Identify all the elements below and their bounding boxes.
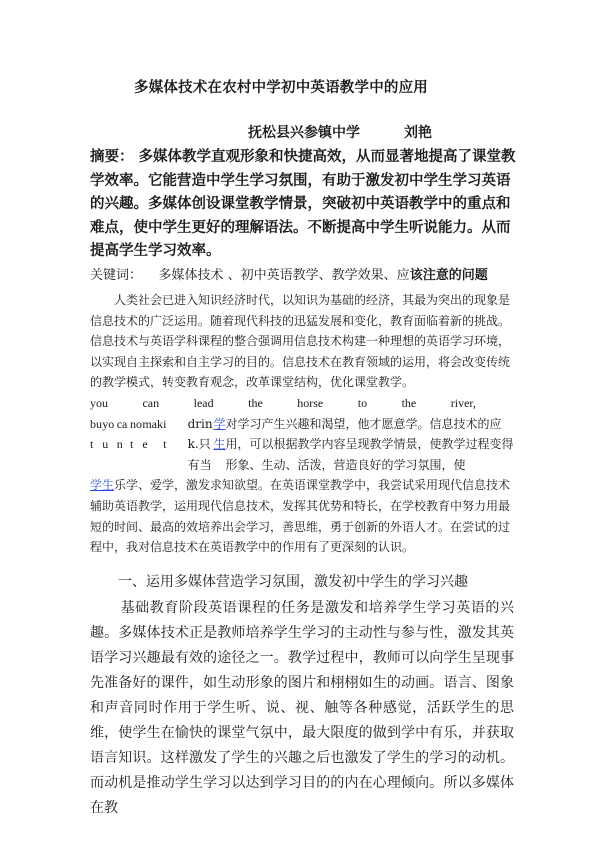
en-word: can [142,395,160,410]
en-word: lead [193,395,214,410]
keywords-line [90,266,530,286]
author-school: 抚松县兴参镇中学 [248,125,360,141]
en-word: horse [297,395,324,410]
section-1-heading: 一、运用多媒体营造学习氛围，激发初中学生的学习兴趣 [118,574,468,590]
en-word: to [357,395,368,410]
en-word: river, [450,395,476,410]
en-word: the [248,395,263,410]
section-1-body [90,596,514,821]
en-word: it [163,416,167,452]
keywords-items: 多媒体技术 、初中英语教学、教学效果、应 [158,268,410,283]
keywords-emphasis: 该注意的问题 [409,268,488,283]
en-word: but [90,416,102,452]
en-word: not [130,416,143,452]
intro-text-1: 人类社会已进入知识经济时代，以知识为基础的经济，其最为突出的现象是信息技术的广泛运用。随着现代科技的迅猛发展和变化，教育面临着新的挑战。信息技术与英语学科课程的整合强调用信息技术构建一种理想的英语学习环境，以实现自主探索和自主学习的目的。信息技术在教育领域的运用，将会改变传统的教学模式，转变教育观念，改革课堂结构，优化课堂教学。 [90,293,511,390]
abstract-paragraph: 摘要： 多媒体教学直观形象和快捷高效，从而显著地提高了课堂教学效率。它能营造中学生学习氛围，有助于激发初中学生学习英语的兴趣。多媒体创设课堂教学情景，突破初中英语教学中的重点和难点，使中学生更好的理解语法。不断提高中学生听说能力。从而提高学生学习效率。 [90,148,516,260]
en-word: the [401,395,417,410]
intro-after-english: drink.只有当 [187,416,213,472]
english-quote-line-2 [90,414,168,455]
student-link-2[interactable]: 学生 [90,478,115,493]
english-quote-line-1 [90,393,476,414]
author-name: 刘艳 [404,125,432,141]
en-word: you [90,395,108,410]
author-line [248,122,432,142]
intro-paragraph [90,290,515,393]
en-word: you [102,416,115,452]
document-title: 多媒体技术在农村中学初中英语教学中的应用 [134,79,428,96]
en-word: can [116,416,128,452]
en-word: make [142,416,163,452]
intro-section [90,290,515,558]
section-1-text: 基础教育阶段英语课程的任务是激发和培养学生学习英语的兴趣。多媒体技术正是教师培养学生学习的主动性与参与性，激发其英语学习兴趣最有效的途径之一。教学过程中，教师可以向学生呈现事先准备好的课件，如生动形象的图片和栩栩如生的动画。语言、图象和声音同时作用于学生听、说、视、触等各种感觉，活跃学生的思维，使学生在愉快的课堂气氛中，最大限度的做到学中有乐，并获取语言知识。这样激发了学生的兴趣之后也激发了学生的学习的动机。而动机是推动学生学习以达到学习目的的内在心理倾向。所以多媒体在教 [90,600,514,816]
intro-text-2: 对学习产生兴趣和渴望，他才愿意学。信息技术的应用，可以根据教学内容呈现教学情景，使教学过程变得形象、生动、活泼，营造良好的学习氛围，使 [225,416,514,472]
keywords-label: 关键词： [90,268,143,283]
intro-continuation [90,414,515,558]
student-link-1[interactable]: 学生 [213,416,226,452]
intro-text-3: 乐学、爱学，激发求知欲望。在英语课堂教学中，我尝试采用现代信息技术辅助英语教学，运用现代信息技术，发挥其优势和特长，在学校教育中努力用最短的时间、最高的效培养出会学习，善思维，勇于创新的外语人才。在尝试的过程中，我对信息技术在英语教学中的作用有了更深刻的认识。 [90,478,511,555]
